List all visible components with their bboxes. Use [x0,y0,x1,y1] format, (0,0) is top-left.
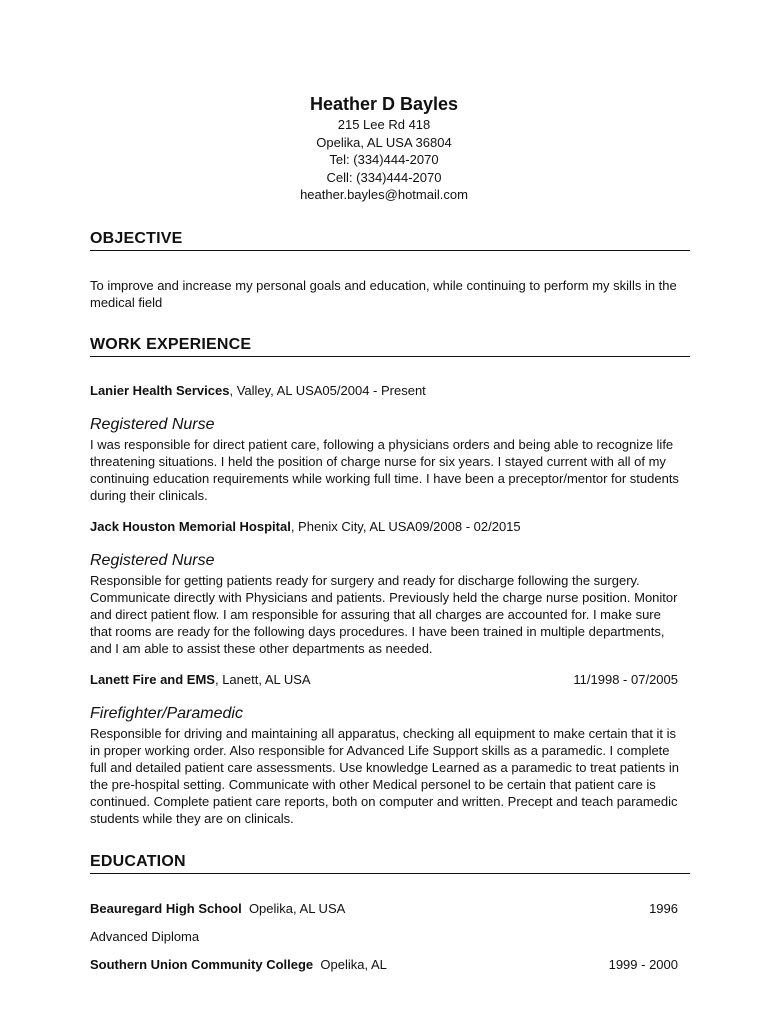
address-line-1: 215 Lee Rd 418 [337,117,431,132]
education-1-location: Opelika, AL USA [248,901,346,916]
education-1-line [90,900,678,917]
job-1-role: Registered Nurse [90,416,215,433]
address-line-2: Opelika, AL USA 36804 [316,134,452,150]
objective-text: To improve and increase my personal goals and education, while continuing to perform my skills in the medical field [90,278,677,310]
job-2-description: Responsible for getting patients ready for surgery and ready for discharge following the surgery. Communicate directly with Physicians and patients. Previously held the charge nurse position. Monitor and direct patient flow. I am responsible for assuring that all charges are accounted for. I make sure that rooms are ready for the following days procedures. I have been trained in multiple departments, and I am able to assist these other departments as needed. [90,573,678,656]
job-1-location-dates: , Valley, AL USA05/2004 - Present [229,383,426,398]
job-3-employer-line [90,671,678,688]
job-2-role: Registered Nurse [90,552,215,569]
job-1-employer-line [90,382,678,399]
email-address: heather.bayles@hotmail.com [300,187,468,202]
work-experience-heading: WORK EXPERIENCE [90,336,690,357]
job-2-employer-line [90,518,678,535]
education-2-line [90,956,678,973]
job-3-location: , Lanett, AL USA [214,672,311,687]
education-1-degree: Advanced Diploma [90,929,200,944]
telephone: Tel: (334)444-2070 [329,152,439,167]
education-2-school: Southern Union Community College [90,957,314,972]
job-3-employer: Lanett Fire and EMS [90,672,215,687]
job-2-location-dates: , Phenix City, AL USA09/2008 - 02/2015 [290,519,521,534]
cell-phone: Cell: (334)444-2070 [326,169,442,185]
education-2-date: 1999 - 2000 [608,957,678,972]
job-1-employer: Lanier Health Services [90,383,230,398]
education-2-location: Opelika, AL [320,957,387,972]
objective-heading: OBJECTIVE [90,230,690,251]
job-3-dates: 11/1998 - 07/2005 [573,672,678,687]
education-1-date: 1996 [649,901,678,916]
education-1-school: Beauregard High School [90,901,242,916]
job-3-description: Responsible for driving and maintaining all apparatus, checking all equipment to make certain that it is in proper working order. Also responsible for Advanced Life Support skills as a paramedic. I complete full and detailed patient care assessments. Use knowledge Learned as a paramedic to treat patients in the pre-hospital setting. Communicate with other Medical personel to be certain that patient care is continued. Complete patient care reports, both on computer and written. Precept and teach paramedic students while they are on clinicals. [90,726,679,826]
resume-header [0,92,768,204]
education-heading: EDUCATION [90,853,690,874]
job-1-description: I was responsible for direct patient care, following a physicians orders and being able to recognize life threatening situations. I held the position of charge nurse for six years. I stayed current with all of my continuing education requirements while working full time. I have been a preceptor/mentor for students during their clinicals. [90,437,679,503]
applicant-name: Heather D Bayles [309,94,459,114]
job-3-role: Firefighter/Paramedic [90,705,243,722]
job-2-employer: Jack Houston Memorial Hospital [90,519,291,534]
